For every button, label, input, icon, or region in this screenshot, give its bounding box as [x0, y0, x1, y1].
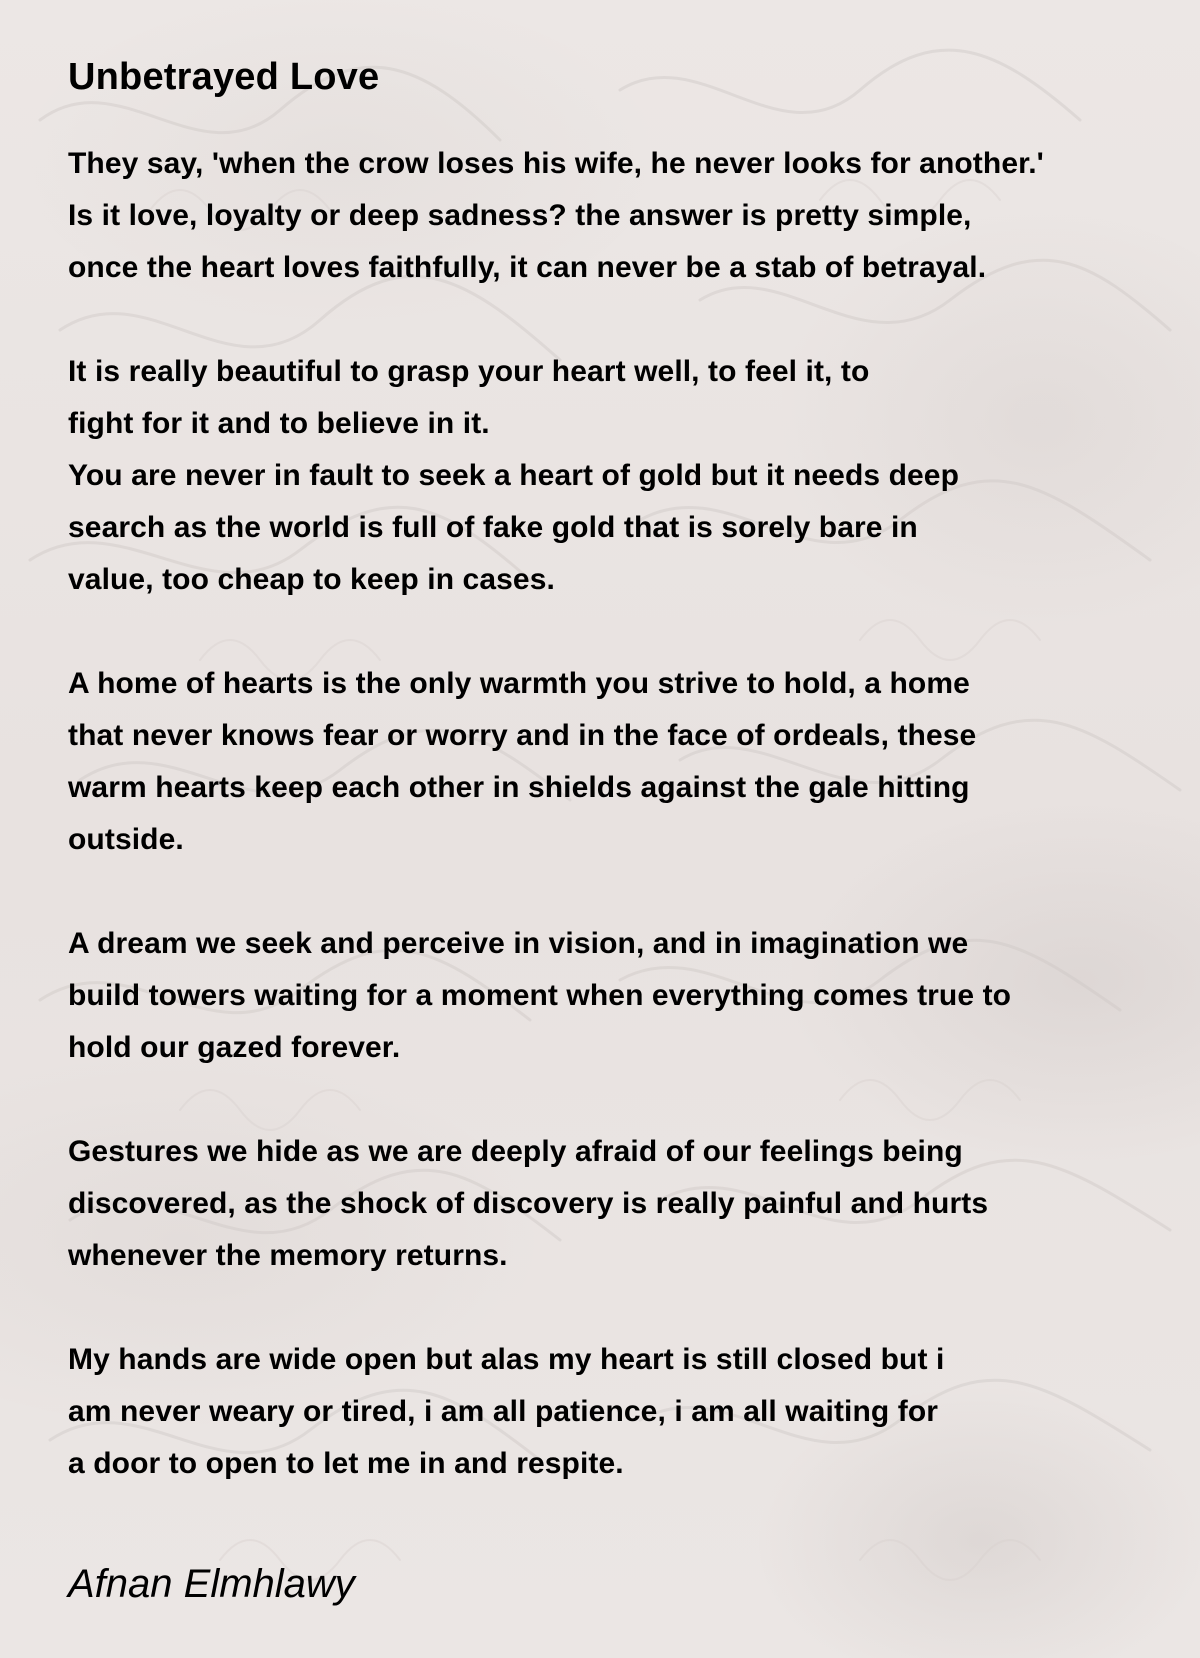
poem-line: that never knows fear or worry and in the face of ordeals, these	[68, 719, 977, 752]
poem-line: search as the world is full of fake gold that is sorely bare in	[68, 511, 918, 544]
poem-line: build towers waiting for a moment when everything comes true to	[68, 979, 1012, 1012]
poem-line: whenever the memory returns.	[68, 1239, 508, 1272]
poem-line: A dream we seek and perceive in vision, and in imagination we	[68, 927, 969, 960]
poem-line: Is it love, loyalty or deep sadness? the answer is pretty simple,	[68, 199, 972, 232]
poem-line: fight for it and to believe in it.	[68, 407, 490, 440]
poem-line: value, too cheap to keep in cases.	[68, 563, 555, 596]
poem-container	[68, 52, 1168, 1542]
poem-line: outside.	[68, 823, 184, 856]
poem-line: warm hearts keep each other in shields against the gale hitting	[68, 771, 970, 804]
stanza-6	[68, 1334, 1168, 1490]
stanza-3	[68, 658, 1168, 866]
poem-author: Afnan Elmhlawy	[68, 1562, 355, 1606]
poem-title: Unbetrayed Love	[68, 56, 380, 98]
stanza-5	[68, 1126, 1168, 1282]
poem-line: am never weary or tired, i am all patience, i am all waiting for	[68, 1395, 939, 1428]
poem-line: A home of hearts is the only warmth you strive to hold, a home	[68, 667, 970, 700]
poem-line: You are never in fault to seek a heart of gold but it needs deep	[68, 459, 960, 492]
stanza-2	[68, 346, 1168, 606]
poem-line: My hands are wide open but alas my heart is still closed but i	[68, 1343, 945, 1376]
poem-line: a door to open to let me in and respite.	[68, 1447, 624, 1480]
poem-line: discovered, as the shock of discovery is really painful and hurts	[68, 1187, 989, 1220]
poem-line: They say, 'when the crow loses his wife, he never looks for another.'	[68, 147, 1044, 180]
poem-line: once the heart loves faithfully, it can never be a stab of betrayal.	[68, 251, 987, 284]
stanza-4	[68, 918, 1168, 1074]
poem-line: hold our gazed forever.	[68, 1031, 401, 1064]
poem-line: It is really beautiful to grasp your heart well, to feel it, to	[68, 355, 870, 388]
poem-line: Gestures we hide as we are deeply afraid of our feelings being	[68, 1135, 963, 1168]
stanza-1	[68, 138, 1168, 294]
